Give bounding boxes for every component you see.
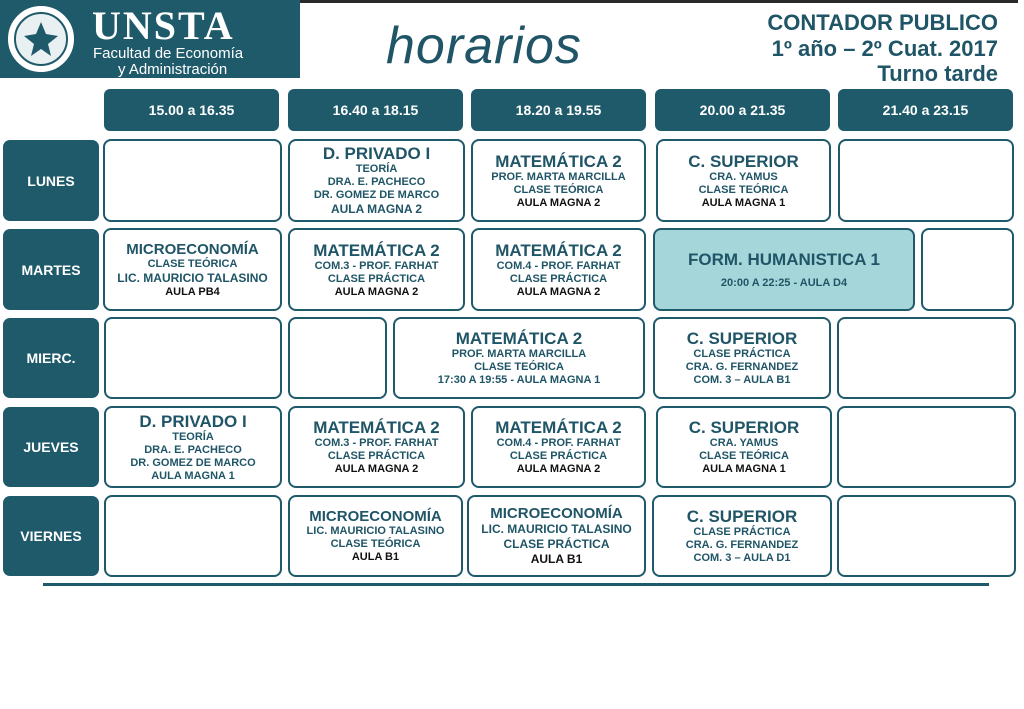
class-type: CLASE PRÁCTICA	[693, 526, 791, 538]
subject-title: C. SUPERIOR	[686, 329, 798, 348]
cell-mon-2	[288, 139, 465, 222]
cell-tue-3	[471, 228, 646, 311]
class-type: CLASE TEÓRICA	[474, 361, 564, 373]
cell-thu-3	[471, 406, 646, 488]
class-type: TEORÍA	[172, 430, 214, 443]
cell-thu-5	[837, 406, 1016, 488]
page-title: horarios	[386, 17, 582, 75]
teacher: CRA. YAMUS	[709, 437, 779, 449]
teacher: COM.3 - PROF. FARHAT	[314, 259, 439, 272]
subject-title: MATEMÁTICA 2	[313, 418, 440, 437]
day-wednesday: MIERC.	[3, 318, 99, 398]
subject-title: C. SUPERIOR	[686, 507, 798, 526]
class-type: CLASE PRÁCTICA	[509, 450, 608, 462]
class-type: CLASE TEÓRICA	[699, 450, 789, 462]
schedule-and-classroom: 20:00 A 22:25 - AULA D4	[720, 276, 848, 289]
seal-emblem	[14, 12, 68, 66]
teacher: LIC. MAURICIO TALASINO	[117, 270, 268, 285]
teacher: LIC. MAURICIO TALASINO	[306, 525, 445, 537]
class-type: CLASE TEÓRICA	[147, 257, 238, 270]
career-name: CONTADOR PUBLICO	[767, 10, 998, 35]
cell-thu-2	[288, 406, 465, 488]
class-type: CLASE PRÁCTICA	[327, 450, 426, 462]
cell-tue-1	[103, 228, 282, 311]
classroom: AULA MAGNA 2	[334, 463, 419, 475]
classroom: AULA MAGNA 2	[516, 285, 601, 298]
cell-mon-4	[656, 139, 831, 222]
commission-classroom: COM. 3 – AULA B1	[693, 374, 791, 386]
classroom: AULA MAGNA 2	[516, 196, 601, 209]
day-tuesday: MARTES	[3, 229, 99, 310]
cell-mon-5	[838, 139, 1014, 222]
logo-faculty-line1: Facultad de Economía	[93, 45, 244, 62]
shift-label: Turno tarde	[877, 61, 998, 86]
subject-title: MICROECONOMÍA	[490, 505, 623, 522]
subject-title: MICROECONOMÍA	[309, 508, 442, 525]
subject-title: MATEMÁTICA 2	[495, 240, 622, 260]
cell-wed-1	[104, 317, 282, 399]
cell-thu-1	[104, 406, 282, 488]
cell-fri-3	[467, 495, 646, 577]
time-slot-2: 16.40 a 18.15	[288, 89, 463, 131]
classroom: AULA MAGNA 1	[701, 196, 786, 209]
classroom: AULA MAGNA 1	[151, 469, 235, 482]
commission-classroom: COM. 3 – AULA D1	[693, 552, 791, 564]
class-type: CLASE PRÁCTICA	[509, 272, 608, 285]
cell-fri-5	[837, 495, 1016, 577]
subject-title: MICROECONOMÍA	[126, 240, 259, 258]
teacher: COM.4 - PROF. FARHAT	[496, 259, 621, 272]
bottom-divider	[43, 583, 989, 586]
cell-fri-1	[104, 495, 282, 577]
teacher: PROF. MARTA MARCILLA	[491, 170, 626, 183]
subject-title: FORM. HUMANISTICA 1	[687, 249, 881, 269]
teacher: DRA. E. PACHECO	[144, 443, 242, 456]
cell-wed-3	[393, 317, 645, 399]
classroom: AULA MAGNA 2	[516, 463, 601, 475]
classroom: AULA MAGNA 2	[330, 202, 423, 216]
classroom: AULA PB4	[165, 285, 220, 298]
schedule-and-classroom: 17:30 A 19:55 - AULA MAGNA 1	[437, 374, 601, 386]
cell-tue-4-5-highlighted	[653, 228, 915, 311]
class-type: CLASE PRÁCTICA	[503, 537, 610, 551]
cell-wed-5	[837, 317, 1016, 399]
class-type: TEORÍA	[355, 163, 398, 175]
subject-title: D. PRIVADO I	[322, 144, 431, 163]
class-type: CLASE PRÁCTICA	[693, 348, 791, 360]
class-type: CLASE TEÓRICA	[330, 538, 421, 550]
time-slot-4: 20.00 a 21.35	[655, 89, 830, 131]
logo-wordmark: UNSTA	[92, 3, 235, 48]
top-divider	[300, 0, 1018, 3]
teacher: DR. GOMEZ DE MARCO	[313, 189, 440, 201]
day-friday: VIERNES	[3, 496, 99, 576]
cell-fri-4	[652, 495, 832, 577]
teacher: DR. GOMEZ DE MARCO	[130, 456, 256, 469]
cell-mon-3	[471, 139, 646, 222]
subject-title: C. SUPERIOR	[688, 151, 799, 171]
class-type: CLASE TEÓRICA	[698, 183, 789, 196]
subject-title: D. PRIVADO I	[139, 411, 247, 431]
cell-tue-6	[921, 228, 1014, 311]
teacher: CRA. YAMUS	[709, 170, 778, 183]
teacher: LIC. MAURICIO TALASINO	[481, 522, 632, 536]
subject-title: MATEMÁTICA 2	[455, 329, 583, 348]
logo-faculty-line2: y Administración	[118, 61, 228, 78]
classroom: AULA B1	[351, 551, 400, 563]
subject-title: MATEMÁTICA 2	[495, 418, 622, 437]
teacher: DRA. E. PACHECO	[327, 176, 426, 188]
subject-title: MATEMÁTICA 2	[495, 151, 622, 171]
cell-fri-2	[288, 495, 463, 577]
class-type: CLASE TEÓRICA	[513, 183, 604, 196]
time-slot-5: 21.40 a 23.15	[838, 89, 1013, 131]
cell-mon-1	[103, 139, 282, 222]
classroom: AULA B1	[530, 552, 583, 566]
day-monday: LUNES	[3, 140, 99, 221]
classroom: AULA MAGNA 1	[702, 463, 786, 475]
teacher: CRA. G. FERNANDEZ	[685, 539, 799, 551]
teacher: CRA. G. FERNANDEZ	[685, 361, 799, 373]
subject-title: C. SUPERIOR	[688, 418, 800, 437]
cell-thu-4	[656, 406, 832, 488]
academic-period: 1º año – 2º Cuat. 2017	[771, 36, 998, 61]
cell-wed-2	[288, 317, 387, 399]
cell-tue-2	[288, 228, 465, 311]
teacher: COM.4 - PROF. FARHAT	[496, 437, 621, 449]
subject-title: MATEMÁTICA 2	[313, 240, 440, 260]
time-slot-1: 15.00 a 16.35	[104, 89, 279, 131]
day-thursday: JUEVES	[3, 407, 99, 487]
teacher: COM.3 - PROF. FARHAT	[314, 437, 439, 449]
class-type: CLASE PRÁCTICA	[327, 272, 426, 285]
teacher: PROF. MARTA MARCILLA	[451, 348, 587, 360]
classroom: AULA MAGNA 2	[334, 285, 419, 298]
cell-wed-4	[653, 317, 831, 399]
time-slot-3: 18.20 a 19.55	[471, 89, 646, 131]
